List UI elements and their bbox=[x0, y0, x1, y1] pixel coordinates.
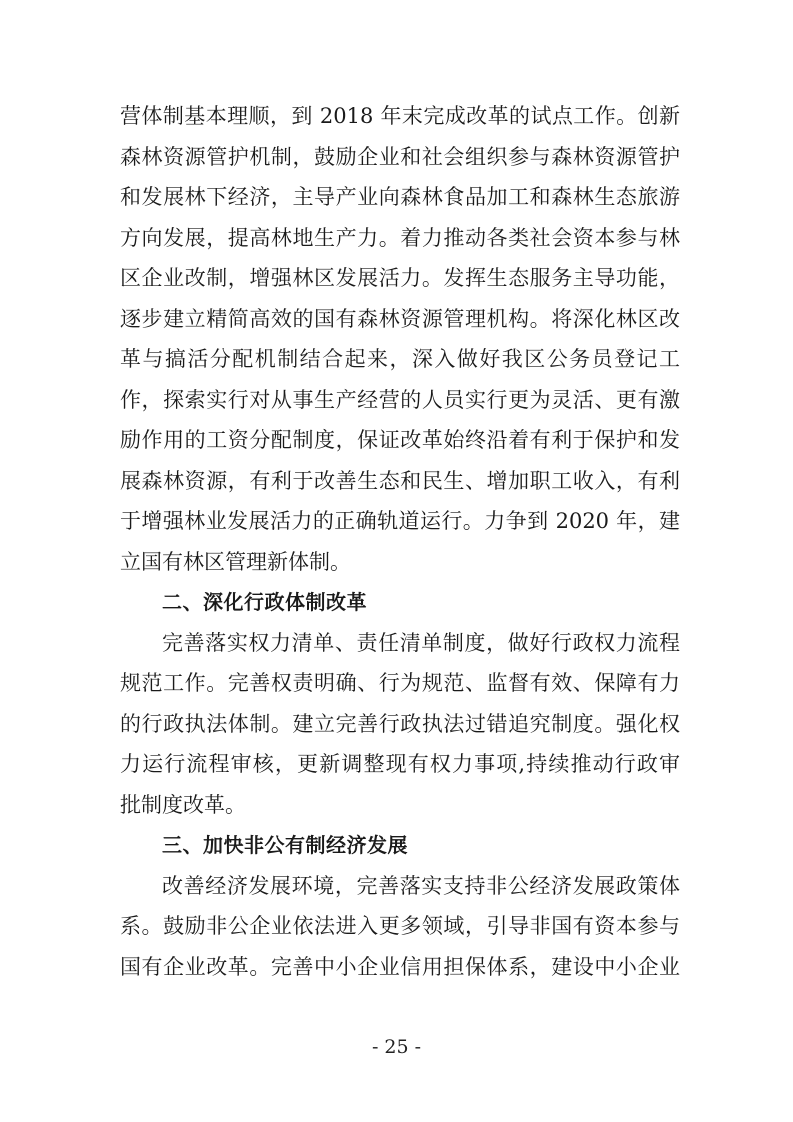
paragraph-forest-reform bbox=[120, 96, 680, 582]
section-heading-administrative-reform: 二、深化行政体制改革 bbox=[162, 590, 367, 614]
text-line: 力运行流程审核，更新调整现有权力事项,持续推动行政审 bbox=[120, 752, 680, 776]
document-page bbox=[120, 96, 680, 987]
text-line: 森林资源管护机制，鼓励企业和社会组织参与森林资源管护 bbox=[120, 144, 680, 169]
text-line: 励作用的工资分配制度，保证改革始终沿着有利于保护和发 bbox=[120, 428, 680, 452]
text-line: 改善经济发展环境，完善落实支持非公经济发展政策体 bbox=[162, 873, 680, 898]
text-line: 方向发展，提高林地生产力。着力推动各类社会资本参与林 bbox=[120, 225, 680, 250]
text-line: 完善落实权力清单、责任清单制度，做好行政权力流程 bbox=[162, 630, 680, 655]
text-line: 的行政执法体制。建立完善行政执法过错追究制度。强化权 bbox=[120, 711, 680, 736]
text-line: 革与搞活分配机制结合起来，深入做好我区公务员登记工 bbox=[120, 347, 680, 371]
text-line: 国有企业改革。完善中小企业信用担保体系，建设中小企业 bbox=[120, 954, 680, 979]
text-line: 立国有林区管理新体制。 bbox=[120, 549, 351, 574]
text-line: 系。鼓励非公企业依法进入更多领域，引导非国有资本参与 bbox=[120, 914, 680, 938]
text-line: 展森林资源，有利于改善生态和民生、增加职工收入，有利 bbox=[120, 468, 680, 493]
text-line: 和发展林下经济，主导产业向森林食品加工和森林生态旅游 bbox=[120, 185, 680, 209]
text-line: 营体制基本理顺，到 2018 年末完成改革的试点工作。创新 bbox=[120, 104, 680, 128]
text-line: 区企业改制，增强林区发展活力。发挥生态服务主导功能， bbox=[120, 266, 680, 290]
text-line: 作，探索实行对从事生产经营的人员实行更为灵活、更有激 bbox=[120, 387, 680, 412]
text-line: 批制度改革。 bbox=[120, 792, 246, 817]
text-line: 规范工作。完善权责明确、行为规范、监督有效、保障有力 bbox=[120, 671, 680, 695]
paragraph-administrative-reform bbox=[120, 623, 680, 826]
paragraph-non-public-economy bbox=[120, 866, 680, 988]
text-line: 逐步建立精简高效的国有森林资源管理机构。将深化林区改 bbox=[120, 306, 680, 331]
text-line: 于增强林业发展活力的正确轨道运行。力争到 2020 年，建 bbox=[120, 509, 680, 533]
section-heading-non-public-economy: 三、加快非公有制经济发展 bbox=[162, 833, 408, 857]
page-number: - 25 - bbox=[371, 1036, 422, 1058]
